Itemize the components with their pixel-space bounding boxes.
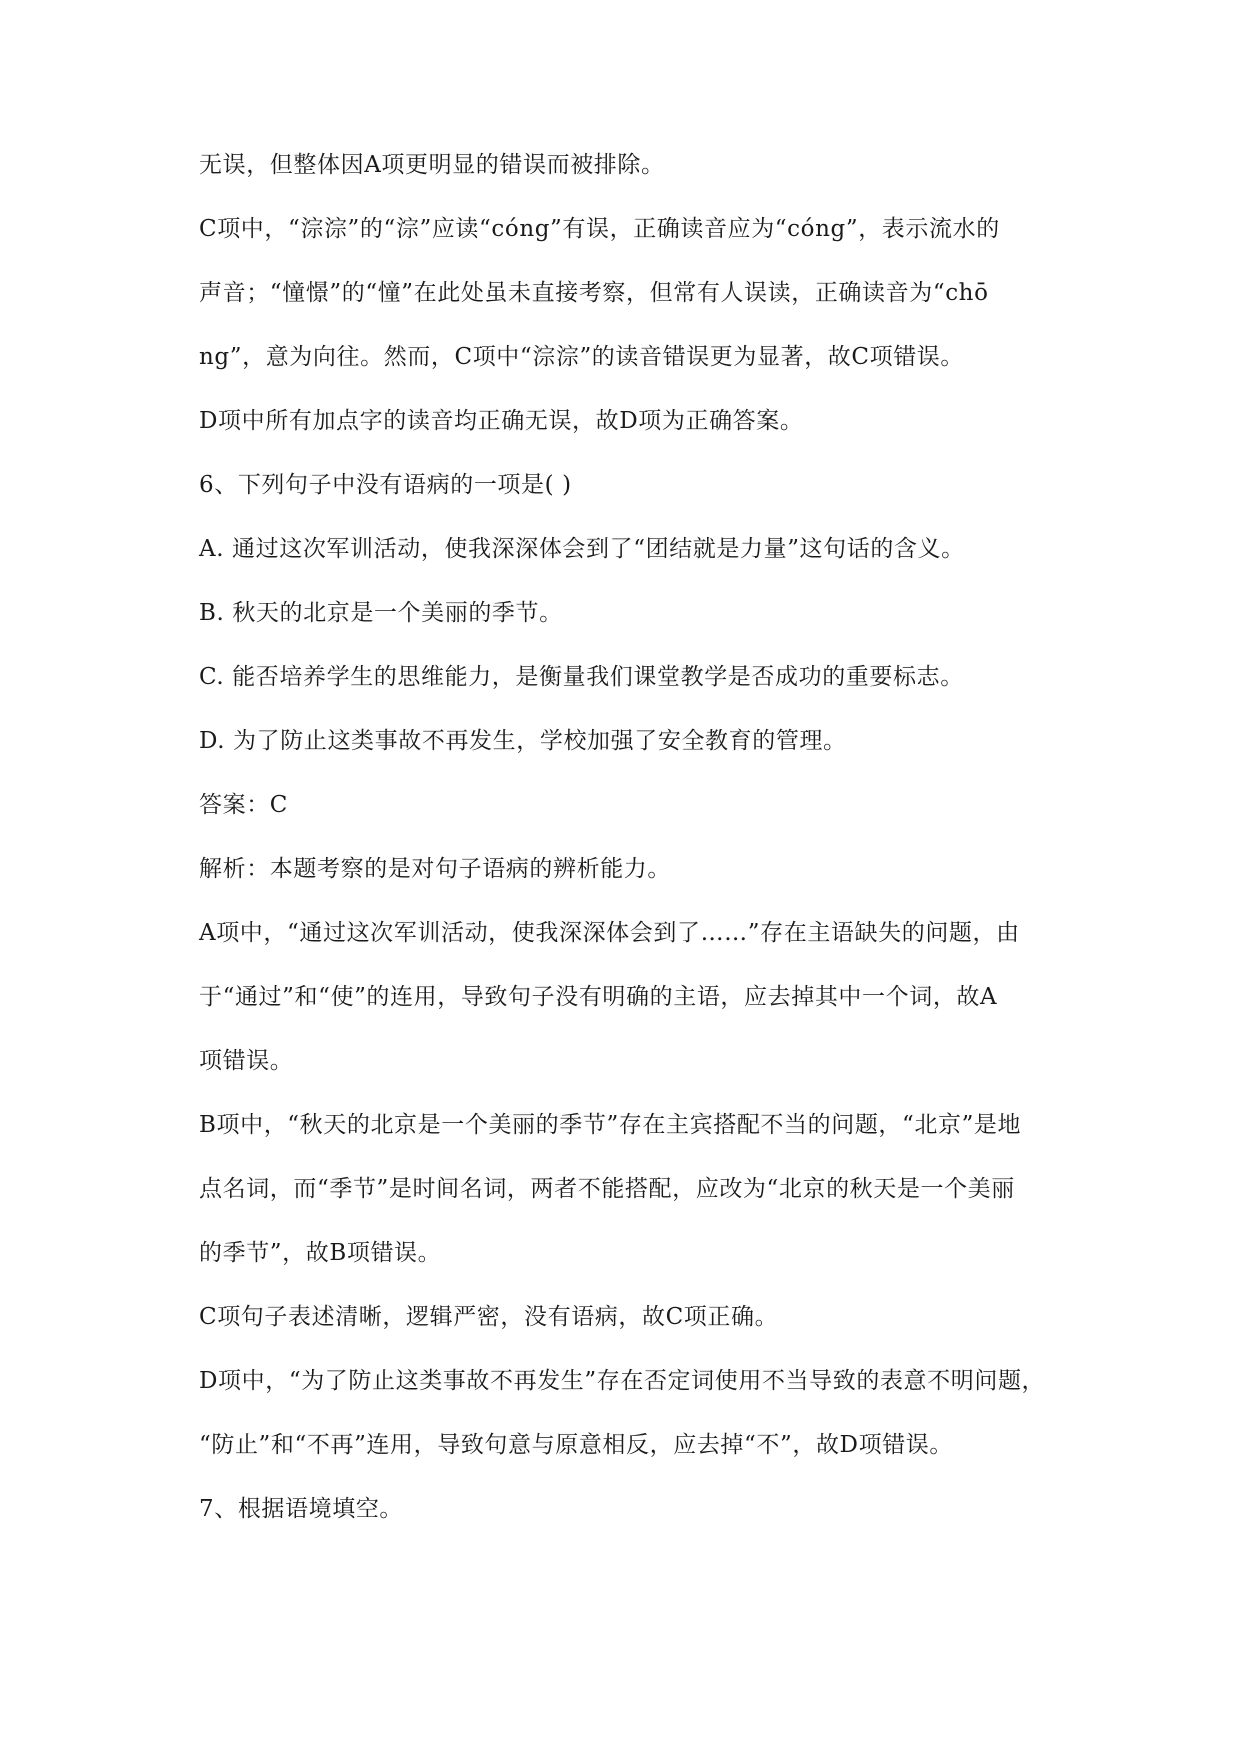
text-line: 于“通过”和“使”的连用，导致句子没有明确的主语，应去掉其中一个词，故A	[199, 984, 998, 1010]
option-d: D. 为了防止这类事故不再发生，学校加强了安全教育的管理。	[199, 728, 847, 754]
question-stem: 7、根据语境填空。	[199, 1496, 404, 1522]
option-a: A. 通过这次军训活动，使我深深体会到了“团结就是力量”这句话的含义。	[199, 536, 965, 562]
text-line: ng”，意为向往。然而，C项中“淙淙”的读音错误更为显著，故C项错误。	[199, 344, 965, 370]
text-line: “防止”和“不再”连用，导致句意与原意相反，应去掉“不”，故D项错误。	[199, 1432, 953, 1458]
text-line: C项句子表述清晰，逻辑严密，没有语病，故C项正确。	[199, 1304, 779, 1330]
text-line: A项中，“通过这次军训活动，使我深深体会到了……”存在主语缺失的问题，由	[199, 920, 1020, 946]
answer-line: 答案：C	[199, 792, 288, 818]
text-line: 点名词，而“季节”是时间名词，两者不能搭配，应改为“北京的秋天是一个美丽	[199, 1176, 1015, 1202]
text-line: 的季节”，故B项错误。	[199, 1240, 442, 1266]
text-line: D项中，“为了防止这类事故不再发生”存在否定词使用不当导致的表意不明问题，	[199, 1368, 1046, 1394]
text-line: B项中，“秋天的北京是一个美丽的季节”存在主宾搭配不当的问题，“北京”是地	[199, 1112, 1022, 1138]
analysis-heading: 解析：本题考察的是对句子语病的辨析能力。	[199, 856, 671, 882]
text-line: 声音；“憧憬”的“憧”在此处虽未直接考察，但常有人误读，正确读音为“chō	[199, 280, 989, 306]
question-stem: 6、下列句子中没有语病的一项是( )	[199, 472, 572, 498]
text-line: 无误，但整体因A项更明显的错误而被排除。	[199, 152, 665, 178]
option-b: B. 秋天的北京是一个美丽的季节。	[199, 600, 563, 626]
text-line: D项中所有加点字的读音均正确无误，故D项为正确答案。	[199, 408, 804, 434]
text-line: C项中，“淙淙”的“淙”应读“cóng”有误，正确读音应为“cóng”，表示流水的	[199, 216, 1000, 242]
text-line: 项错误。	[199, 1048, 294, 1074]
option-c: C. 能否培养学生的思维能力，是衡量我们课堂教学是否成功的重要标志。	[199, 664, 964, 690]
document-page	[199, 142, 1114, 1550]
